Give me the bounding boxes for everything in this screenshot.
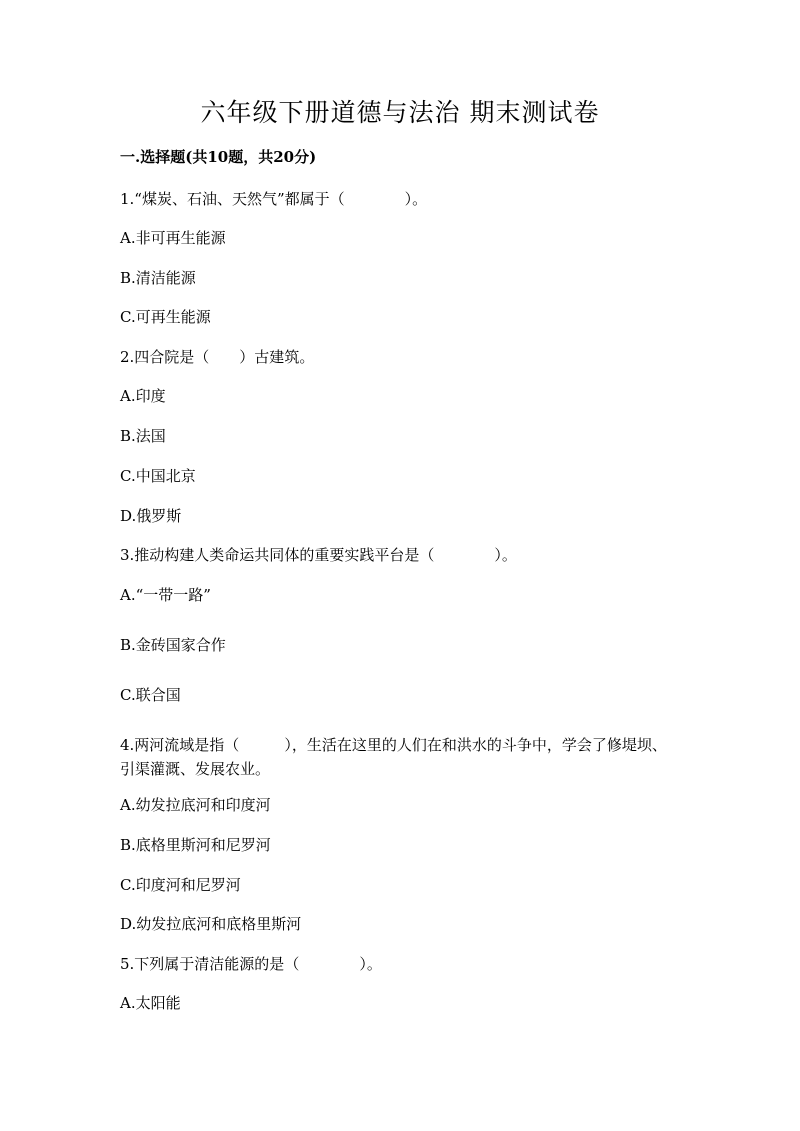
answer-option[interactable]: D.幼发拉底河和底格里斯河 [120, 915, 302, 933]
answer-option[interactable]: B.金砖国家合作 [120, 636, 226, 654]
answer-option[interactable]: C.中国北京 [120, 467, 196, 485]
question-stem: 1.“煤炭、石油、天然气”都属于（ ）。 [120, 190, 428, 208]
answer-option[interactable]: B.法国 [120, 427, 166, 445]
answer-option[interactable]: D.俄罗斯 [120, 507, 182, 525]
answer-option[interactable]: A.太阳能 [120, 994, 181, 1012]
answer-option[interactable]: A.“一带一路” [120, 586, 211, 604]
answer-option[interactable]: A.幼发拉底河和印度河 [120, 796, 271, 814]
answer-option[interactable]: A.非可再生能源 [120, 229, 226, 247]
question-stem: 5.下列属于清洁能源的是（ ）。 [120, 955, 382, 973]
answer-option[interactable]: A.印度 [120, 387, 166, 405]
question-stem: 2.四合院是（ ）古建筑。 [120, 348, 315, 366]
answer-option[interactable]: C.联合国 [120, 686, 181, 704]
answer-option[interactable]: C.印度河和尼罗河 [120, 876, 241, 894]
answer-option[interactable]: C.可再生能源 [120, 308, 211, 326]
question-stem: 4.两河流域是指（ ），生活在这里的人们在和洪水的斗争中，学会了修堤坝、引渠灌溉、发展农业。 [120, 736, 667, 778]
answer-option[interactable]: B.清洁能源 [120, 269, 196, 287]
answer-option[interactable]: B.底格里斯河和尼罗河 [120, 836, 271, 854]
section-heading: 一.选择题(共10题，共20分) [120, 148, 317, 166]
question-stem: 3.推动构建人类命运共同体的重要实践平台是（ ）。 [120, 546, 517, 564]
page-title: 六年级下册道德与法治 期末测试卷 [200, 98, 600, 127]
